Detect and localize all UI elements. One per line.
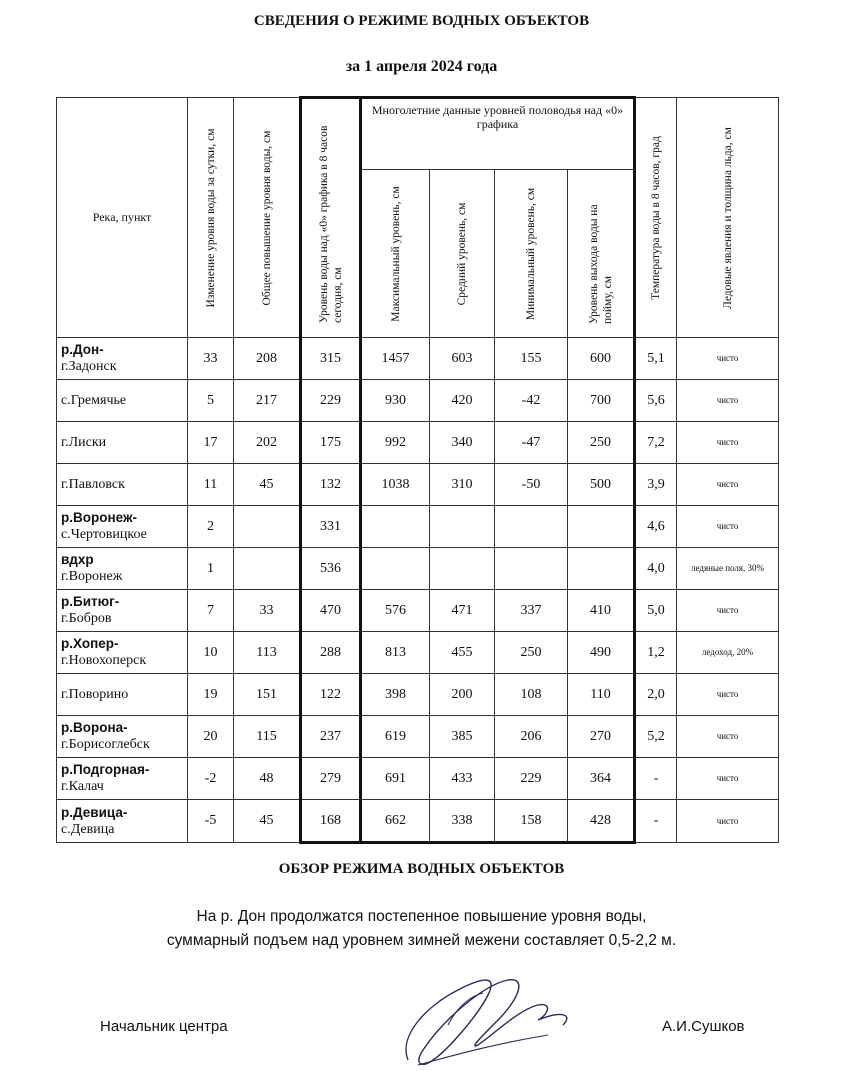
cell-mean: 310: [430, 464, 495, 506]
cell-level: 175: [301, 422, 361, 464]
cell-change: 5: [188, 380, 234, 422]
table-row: [57, 716, 779, 758]
table-row: [57, 548, 779, 590]
cell-temp: 5,6: [635, 380, 677, 422]
cell-river-point: [57, 590, 188, 632]
cell-level: 229: [301, 380, 361, 422]
cell-ice: чисто: [677, 674, 779, 716]
cell-level: 279: [301, 758, 361, 800]
cell-mean: 603: [430, 338, 495, 380]
cell-min: 337: [495, 590, 568, 632]
point-name: г.Поворино: [61, 686, 129, 702]
cell-min: 155: [495, 338, 568, 380]
cell-mean: 420: [430, 380, 495, 422]
cell-min: [495, 506, 568, 548]
cell-temp: 4,0: [635, 548, 677, 590]
cell-max: 576: [361, 590, 430, 632]
cell-temp: 5,2: [635, 716, 677, 758]
overview-line-2: суммарный подъем над уровнем зимней межени составляет 0,5-2,2 м.: [166, 932, 677, 949]
cell-ice: чисто: [677, 506, 779, 548]
cell-max: 813: [361, 632, 430, 674]
cell-ice: чисто: [677, 380, 779, 422]
header-multiyear-group: Многолетние данные уровней половодья над «0» графика: [361, 98, 635, 170]
cell-min: 158: [495, 800, 568, 843]
cell-mean: 433: [430, 758, 495, 800]
header-total-rise: Общее повышение уровня воды, см: [234, 98, 301, 338]
river-name: р.Подгорная-: [61, 762, 150, 777]
cell-min: -47: [495, 422, 568, 464]
point-name: г.Лиски: [61, 434, 107, 450]
cell-temp: 5,0: [635, 590, 677, 632]
river-name: р.Дон-: [61, 342, 104, 357]
point-name: с.Чертовицкое: [61, 527, 147, 542]
cell-ice: ледоход, 20%: [677, 632, 779, 674]
document-title: СВЕДЕНИЯ О РЕЖИМЕ ВОДНЫХ ОБЪЕКТОВ: [253, 13, 590, 29]
cell-change: 7: [188, 590, 234, 632]
cell-min: -50: [495, 464, 568, 506]
cell-max: [361, 506, 430, 548]
cell-total: 48: [234, 758, 301, 800]
point-name: с.Гремячье: [61, 392, 127, 408]
cell-temp: 5,1: [635, 338, 677, 380]
cell-total: [234, 548, 301, 590]
cell-flood: 250: [568, 422, 635, 464]
table-row: [57, 758, 779, 800]
cell-change: 33: [188, 338, 234, 380]
cell-max: 992: [361, 422, 430, 464]
cell-river-point: [57, 716, 188, 758]
cell-ice: ледяные поля, 30%: [677, 548, 779, 590]
cell-river-point: [57, 758, 188, 800]
cell-ice: чисто: [677, 338, 779, 380]
cell-max: [361, 548, 430, 590]
cell-change: 17: [188, 422, 234, 464]
cell-max: 619: [361, 716, 430, 758]
cell-min: 250: [495, 632, 568, 674]
point-name: г.Павловск: [61, 476, 125, 492]
cell-ice: чисто: [677, 800, 779, 843]
table-row: [57, 632, 779, 674]
cell-flood: 700: [568, 380, 635, 422]
cell-ice: чисто: [677, 422, 779, 464]
cell-flood: 428: [568, 800, 635, 843]
cell-change: 11: [188, 464, 234, 506]
cell-total: 217: [234, 380, 301, 422]
cell-river-point: [57, 674, 188, 716]
cell-level: 237: [301, 716, 361, 758]
header-mean-level: Средний уровень, см: [430, 170, 495, 338]
cell-river-point: [57, 632, 188, 674]
point-name: г.Воронеж: [61, 569, 123, 584]
cell-temp: 7,2: [635, 422, 677, 464]
table-row: [57, 422, 779, 464]
cell-min: 206: [495, 716, 568, 758]
cell-temp: 1,2: [635, 632, 677, 674]
cell-river-point: [57, 422, 188, 464]
cell-mean: [430, 506, 495, 548]
cell-level: 132: [301, 464, 361, 506]
cell-change: -5: [188, 800, 234, 843]
cell-mean: 338: [430, 800, 495, 843]
cell-max: 662: [361, 800, 430, 843]
water-regime-table: [56, 96, 779, 844]
cell-change: 20: [188, 716, 234, 758]
cell-level: 470: [301, 590, 361, 632]
cell-ice: чисто: [677, 716, 779, 758]
river-name: р.Битюг-: [61, 594, 120, 609]
cell-mean: 471: [430, 590, 495, 632]
cell-total: 115: [234, 716, 301, 758]
cell-mean: 200: [430, 674, 495, 716]
cell-temp: 3,9: [635, 464, 677, 506]
cell-mean: 340: [430, 422, 495, 464]
point-name: г.Новохоперск: [61, 653, 147, 668]
cell-total: 208: [234, 338, 301, 380]
cell-level: 331: [301, 506, 361, 548]
cell-total: 202: [234, 422, 301, 464]
cell-river-point: [57, 380, 188, 422]
cell-max: 930: [361, 380, 430, 422]
river-name: р.Хопер-: [61, 636, 119, 651]
cell-min: 229: [495, 758, 568, 800]
cell-level: 315: [301, 338, 361, 380]
cell-change: 2: [188, 506, 234, 548]
cell-total: 33: [234, 590, 301, 632]
river-name: р.Ворона-: [61, 720, 128, 735]
cell-min: -42: [495, 380, 568, 422]
cell-mean: [430, 548, 495, 590]
overview-line-1: На р. Дон продолжатся постепенное повышение уровня воды,: [196, 908, 647, 925]
cell-river-point: [57, 548, 188, 590]
point-name: г.Калач: [61, 779, 104, 794]
cell-mean: 385: [430, 716, 495, 758]
point-name: г.Бобров: [61, 611, 112, 626]
cell-min: [495, 548, 568, 590]
cell-river-point: [57, 506, 188, 548]
cell-level: 288: [301, 632, 361, 674]
table-row: [57, 506, 779, 548]
table-row: [57, 338, 779, 380]
cell-temp: -: [635, 758, 677, 800]
cell-change: -2: [188, 758, 234, 800]
cell-level: 536: [301, 548, 361, 590]
cell-flood: [568, 548, 635, 590]
header-river: Река, пункт: [57, 98, 188, 338]
cell-temp: 4,6: [635, 506, 677, 548]
river-name: р.Девица-: [61, 804, 128, 820]
cell-max: 398: [361, 674, 430, 716]
cell-level: 122: [301, 674, 361, 716]
cell-max: 1457: [361, 338, 430, 380]
river-name: р.Воронеж-: [61, 510, 138, 525]
header-temperature: Температура воды в 8 часов, град: [635, 98, 677, 338]
table-row: [57, 380, 779, 422]
table-row: [57, 464, 779, 506]
header-max-level: Максимальный уровень, см: [361, 170, 430, 338]
signer-position: Начальник центра: [100, 1018, 228, 1035]
cell-flood: 410: [568, 590, 635, 632]
cell-total: [234, 506, 301, 548]
cell-flood: 270: [568, 716, 635, 758]
cell-total: 151: [234, 674, 301, 716]
cell-temp: 2,0: [635, 674, 677, 716]
point-name: г.Борисоглебск: [61, 737, 150, 752]
cell-total: 45: [234, 464, 301, 506]
header-level-today: Уровень воды над «0» графика в 8 часов сегодня, см: [301, 98, 361, 338]
cell-ice: чисто: [677, 590, 779, 632]
cell-flood: 490: [568, 632, 635, 674]
cell-change: 19: [188, 674, 234, 716]
cell-ice: чисто: [677, 758, 779, 800]
cell-flood: 600: [568, 338, 635, 380]
cell-flood: 110: [568, 674, 635, 716]
cell-temp: -: [635, 800, 677, 843]
header-min-level: Минимальный уровень, см: [495, 170, 568, 338]
cell-change: 1: [188, 548, 234, 590]
cell-min: 108: [495, 674, 568, 716]
overview-text: [0, 905, 843, 953]
cell-level: 168: [301, 800, 361, 843]
table-row: [57, 800, 779, 843]
header-ice: Ледовые явления и толщина льда, см: [677, 98, 779, 338]
point-name: г.Задонск: [61, 359, 117, 374]
table-row: [57, 674, 779, 716]
cell-total: 113: [234, 632, 301, 674]
cell-flood: 500: [568, 464, 635, 506]
signer-name: А.И.Сушков: [662, 1018, 745, 1035]
cell-river-point: [57, 464, 188, 506]
cell-flood: 364: [568, 758, 635, 800]
cell-change: 10: [188, 632, 234, 674]
cell-river-point: [57, 800, 188, 843]
point-name: с.Девица: [61, 821, 115, 837]
cell-ice: чисто: [677, 464, 779, 506]
overview-title: ОБЗОР РЕЖИМА ВОДНЫХ ОБЪЕКТОВ: [278, 861, 565, 877]
cell-river-point: [57, 338, 188, 380]
header-change: Изменение уровня воды за сутки, см: [188, 98, 234, 338]
cell-flood: [568, 506, 635, 548]
cell-max: 1038: [361, 464, 430, 506]
document-date: за 1 апреля 2024 года: [345, 58, 498, 75]
table-row: [57, 590, 779, 632]
river-name: вдхр: [61, 552, 94, 567]
cell-max: 691: [361, 758, 430, 800]
header-floodplain-level: Уровень выхода воды на пойму, см: [568, 170, 635, 338]
cell-total: 45: [234, 800, 301, 843]
table-body: [57, 338, 779, 843]
cell-mean: 455: [430, 632, 495, 674]
handwritten-signature: [388, 965, 578, 1075]
